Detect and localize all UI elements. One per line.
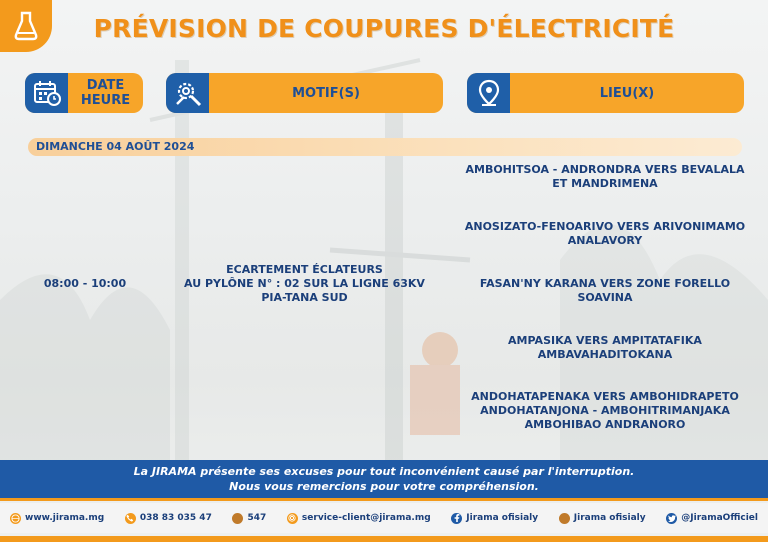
globe-icon <box>10 513 21 524</box>
motif-line: AU PYLÔNE N° : 02 SUR LA LIGNE 63KV <box>184 277 425 290</box>
place-line: ANALAVORY <box>567 234 643 247</box>
website-text: www.jirama.mg <box>25 513 105 523</box>
twitter-link[interactable] <box>666 513 758 524</box>
place-line: AMBOHIBAO ANDRANORO <box>524 418 686 431</box>
social-text: Jirama ofisialy <box>573 513 646 523</box>
facebook-link[interactable] <box>451 513 538 524</box>
location-pin-icon <box>467 73 510 113</box>
motif-label: MOTIF(S) <box>292 85 360 101</box>
facebook-text: Jirama ofisialy <box>466 513 539 523</box>
motif-line: ECARTEMENT ÉCLATEURS <box>226 263 383 276</box>
tools-gear-icon <box>166 73 209 113</box>
page-title: PRÉVISION DE COUPURES D'ÉLECTRICITÉ <box>93 14 675 43</box>
short-number-text: 547 <box>247 513 267 523</box>
contact-bar <box>0 503 768 533</box>
hotline-icon <box>232 513 243 524</box>
bottom-strip <box>0 536 768 542</box>
website-link[interactable] <box>10 513 104 524</box>
place-line: SOAVINA <box>577 291 633 304</box>
date-time-header <box>25 73 143 113</box>
twitter-icon <box>666 513 677 524</box>
at-icon <box>287 513 298 524</box>
social-icon <box>559 513 570 524</box>
short-number-contact[interactable] <box>232 513 266 524</box>
place-item <box>462 220 748 248</box>
place-item <box>462 277 748 305</box>
apology-banner <box>0 460 768 498</box>
place-line: AMPASIKA VERS AMPITATAFIKA <box>508 334 702 347</box>
phone-contact[interactable] <box>125 513 212 524</box>
place-item <box>462 390 748 432</box>
facebook-icon <box>451 513 462 524</box>
outage-motif <box>166 263 443 305</box>
divider <box>0 498 768 501</box>
social-link[interactable] <box>559 513 646 524</box>
motif-header <box>166 73 443 113</box>
place-line: AMBOHITSOA - ANDRONDRA VERS BEVALALA <box>465 163 745 176</box>
apology-line-2: Nous vous remercions pour votre compréhension. <box>229 480 539 493</box>
place-line: ET MANDRIMENA <box>552 177 658 190</box>
twitter-text: @JiramaOfficiel <box>681 513 758 523</box>
motif-line: PIA-TANA SUD <box>261 291 348 304</box>
phone-text: 038 83 035 47 <box>139 513 212 523</box>
email-text: service-client@jirama.mg <box>301 513 431 523</box>
place-line: AMBAVAHADITOKANA <box>537 348 673 361</box>
calendar-clock-icon <box>25 73 68 113</box>
time-label: HEURE <box>80 93 131 108</box>
place-item <box>462 334 748 362</box>
lieu-label: LIEU(X) <box>599 85 655 101</box>
place-line: FASAN'NY KARANA VERS ZONE FORELLO <box>479 277 731 290</box>
place-line: ANDOHATANJONA - AMBOHITRIMANJAKA <box>480 404 730 417</box>
place-line: ANDOHATAPENAKA VERS AMBOHIDRAPETO <box>471 390 739 403</box>
apology-line-1: La JIRAMA présente ses excuses pour tout inconvénient causé par l'interruption. <box>133 465 635 478</box>
place-line: ANOSIZATO-FENOARIVO VERS ARIVONIMAMO <box>464 220 746 233</box>
date-label: DATE <box>86 78 125 93</box>
email-contact[interactable] <box>287 513 431 524</box>
day-banner: DIMANCHE 04 AOÛT 2024 <box>28 138 742 156</box>
outage-time: 08:00 - 10:00 <box>43 277 127 290</box>
place-item <box>462 163 748 191</box>
phone-icon <box>125 513 136 524</box>
lieu-header <box>467 73 744 113</box>
